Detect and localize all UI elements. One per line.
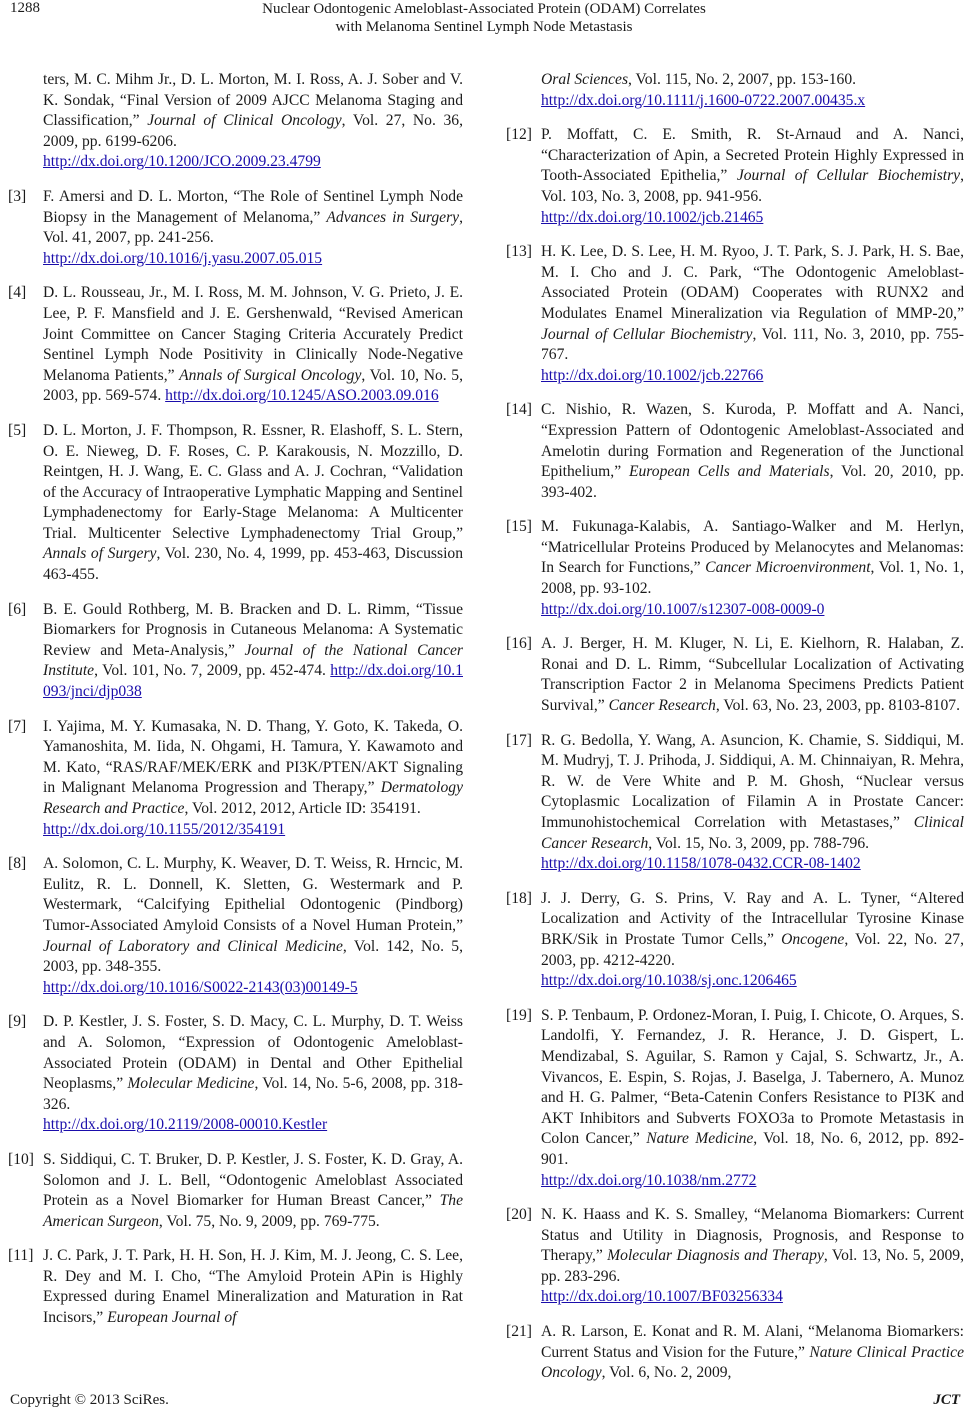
doi-link-line (541, 91, 964, 112)
reference-entry (8, 1246, 463, 1328)
reference-journal: The American Surgeon (43, 1192, 463, 1230)
reference-number: [18] (506, 889, 532, 907)
doi-link-line (43, 978, 463, 999)
reference-authors-title: I. Yajima, M. Y. Kumasaka, N. D. Thang, Y. Goto, K. Takeda, O. Yamanoshita, M. Iida, N. Ohgami, H. Tamura, Y. Kawamoto and M. Kato, “RAS/RAF/MEK/ERK and PI3K/PTEN/AKT Signaling in Malignant Melanoma Progression and Therapy,” (43, 717, 463, 797)
reference-authors-title: J. J. Derry, G. S. Prins, V. Ray and A. L. Tyner, “Altered Localization and Activity of the Intracellular Tyrosine Kinase BRK/Sik in Prostate Tumor Cells,” (541, 889, 964, 948)
reference-authors-title: C. Nishio, R. Wazen, S. Kuroda, P. Moffatt and A. Nanci, “Expression Pattern of Odontogenic Ameloblast-Associated and Amelotin during Formation and Regeneration of the Junctional Epithelium,” (541, 401, 964, 481)
reference-details: , Vol. 41, 2007, pp. 241-256. (43, 208, 463, 247)
doi-link[interactable]: http://dx.doi.org/10.1002/jcb.22766 (541, 366, 764, 384)
left-column (8, 70, 463, 1343)
reference-entry (506, 242, 964, 386)
reference-journal: European Journal of (107, 1309, 237, 1327)
reference-journal: Annals of Surgical Oncology (179, 366, 362, 384)
reference-entry (506, 731, 964, 875)
reference-details: , Vol. 63, No. 23, 2003, pp. 8103-8107. (715, 697, 960, 715)
doi-link[interactable]: http://dx.doi.org/10.1158/1078-0432.CCR-08-1402 (541, 855, 861, 873)
reference-authors-title: D. P. Kestler, J. S. Foster, S. D. Macy, C. L. Murphy, D. T. Weiss and A. Solomon, “Expression of Odontogenic Ameloblast-Associated Protein (ODAM) in Dental and Other Epithelial Neoplasms,” (43, 1013, 463, 1093)
reference-authors-title: A. J. Berger, H. M. Kluger, N. Li, E. Kielhorn, R. Halaban, Z. Ronai and D. L. Rimm, “Subcellular Localization of Activating Transcription Factor 2 in Melanoma Specimens Predicts Patient Survival,” (541, 635, 964, 715)
reference-journal: Oral Sciences (541, 71, 629, 88)
reference-details: , Vol. 13, No. 5, 2009, pp. 283-296. (541, 1247, 964, 1285)
reference-entry (8, 187, 463, 269)
reference-journal: European Cells and Materials (628, 463, 830, 481)
reference-journal: Dermatology Research and Practice (43, 779, 463, 817)
reference-entry (506, 70, 964, 111)
doi-link-line (541, 971, 964, 992)
reference-entry (8, 600, 463, 703)
doi-link-line (541, 1287, 964, 1308)
reference-authors-title: M. Fukunaga-Kalabis, A. Santiago-Walker and M. Herlyn, “Matricellular Proteins Produced by Melanocytes and Melanomas: In Search for Functions,” (541, 518, 964, 577)
reference-entry (506, 889, 964, 992)
reference-authors-title: F. Amersi and D. L. Morton, “The Role of Sentinel Lymph Node Biopsy in the Management of Melanoma,” (43, 187, 463, 226)
reference-authors-title: P. Moffatt, C. E. Smith, R. St-Arnaud and A. Nanci, “Characterization of Apin, a Secreted Protein Highly Expressed in Tooth-Associated Epithelia,” (541, 126, 964, 185)
doi-link[interactable]: http://dx.doi.org/10.1007/BF03256334 (541, 1288, 783, 1306)
reference-entry (8, 283, 463, 407)
reference-details: , Vol. 103, No. 3, 2008, pp. 941-956. (541, 167, 964, 205)
reference-number: [3] (8, 187, 27, 205)
doi-link-line (541, 600, 964, 621)
doi-link[interactable]: http://dx.doi.org/10.2119/2008-00010.Kestler (43, 1116, 328, 1134)
reference-entry (506, 517, 964, 620)
reference-number: [10] (8, 1150, 34, 1168)
reference-authors-title: N. K. Haass and K. S. Smalley, “Melanoma Biomarkers: Current Status and Utility in Diagnosis, Prognosis, and Response to Therapy,” (541, 1206, 964, 1265)
running-head (0, 0, 968, 36)
reference-authors-title: A. Solomon, C. L. Murphy, K. Weaver, D. T. Weiss, R. Hrncic, M. Eulitz, R. L. Donnell, K. Sletten, G. Westermark and P. Westermark, “Calcifying Epithelial Odontogenic (Pindborg) Tumor-Associated Amyloid Consists of a Novel Human Protein,” (43, 855, 463, 934)
reference-journal: Cancer Research (608, 697, 716, 715)
doi-link-line (541, 208, 964, 229)
copyright-footer: Copyright © 2013 SciRes. (10, 1392, 169, 1408)
journal-abbreviation: JCT (933, 1392, 960, 1408)
reference-details: , Vol. 101, No. 7, 2009, pp. 452-474. (94, 662, 331, 680)
reference-details: , Vol. 111, No. 3, 2010, pp. 755-767. (541, 325, 964, 364)
reference-journal: Molecular Diagnosis and Therapy (607, 1247, 824, 1265)
reference-authors-title: B. E. Gould Rothberg, M. B. Bracken and D. L. Rimm, “Tissue Biomarkers for Prognosis in Cutaneous Melanoma: A Systematic Review and Meta-Analysis,” (43, 600, 463, 659)
reference-authors-title: ters, M. C. Mihm Jr., D. L. Morton, M. I. Ross, A. J. Sober and V. K. Sondak, “Final Version of 2009 AJCC Melanoma Staging and Classification,” (43, 71, 463, 130)
reference-number: [15] (506, 518, 532, 536)
doi-link[interactable]: http://dx.doi.org/10.1200/JCO.2009.23.4799 (43, 153, 321, 171)
reference-authors-title: D. L. Rousseau, Jr., M. I. Ross, M. M. Johnson, V. G. Prieto, J. E. Lee, P. F. Mansfield and J. E. Gershenwald, “Revised American Joint Committee on Cancer Staging Criteria Accurately Predict Sentinel Lymph Node Positivity in Clinically Node-Negative Melanoma Patients,” (43, 284, 463, 384)
reference-number: [5] (8, 421, 27, 439)
reference-entry (8, 70, 463, 173)
reference-number: [11] (8, 1247, 34, 1265)
doi-link[interactable]: http://dx.doi.org/10.1038/nm.2772 (541, 1171, 757, 1189)
reference-number: [19] (506, 1006, 532, 1024)
doi-link[interactable]: http://dx.doi.org/10.1245/ASO.2003.09.016 (165, 387, 439, 405)
reference-details: , Vol. 75, No. 9, 2009, pp. 769-775. (158, 1212, 380, 1230)
doi-link[interactable]: http://dx.doi.org/10.1016/j.yasu.2007.05.015 (43, 249, 323, 267)
reference-authors-title: D. L. Morton, J. F. Thompson, R. Essner, R. Elashoff, S. L. Stern, O. E. Nieweg, D. F. Roses, C. P. Karakousis, N. Mozzillo, D. Reintgen, H. J. Wang, E. C. Glass and A. J. Cochran, “Validation of the Accuracy of Intraoperative Lymphatic Mapping and Sentinel Lymphadenectomy for Early-Stage Melanoma: A Multicenter Trial. Multicenter Selective Lymphadenectomy Trial Group,” (43, 421, 463, 542)
reference-entry (506, 634, 964, 716)
reference-details: , Vol. 115, No. 2, 2007, pp. 153-160. (628, 71, 857, 88)
doi-link[interactable]: http://dx.doi.org/10.1038/sj.onc.1206465 (541, 972, 797, 990)
running-head-line-2: with Melanoma Sentinel Lymph Node Metastasis (335, 19, 633, 35)
reference-authors-title: H. K. Lee, D. S. Lee, H. M. Ryoo, J. T. Park, S. J. Park, H. S. Bae, M. I. Cho and J. C. Park, “The Odontogenic Ameloblast-Associated Protein (ODAM) Cooperates with RUNX2 and Modulates Enamel Mineralization via Regulation of MMP-20,” (541, 243, 964, 322)
reference-details: , Vol. 15, No. 3, 2009, pp. 788-796. (648, 834, 870, 852)
reference-details: , Vol. 2012, 2012, Article ID: 354191. (184, 800, 421, 817)
doi-link-line (541, 1171, 964, 1192)
reference-entry (506, 400, 964, 503)
reference-journal: Nature Medicine (646, 1130, 754, 1148)
reference-journal: Journal of the National Cancer Institute (43, 641, 463, 680)
reference-details: , Vol. 6, No. 2, 2009, (601, 1364, 732, 1382)
reference-number: [9] (8, 1013, 27, 1031)
reference-details: , Vol. 230, No. 4, 1999, pp. 453-463, Discussion 463-455. (43, 545, 463, 584)
doi-link[interactable]: http://dx.doi.org/10.1016/S0022-2143(03)00149-5 (43, 978, 358, 996)
reference-journal: Clinical Cancer Research (541, 814, 964, 852)
reference-journal: Oncogene (781, 930, 845, 948)
doi-link-line (541, 854, 964, 875)
reference-authors-title: S. Siddiqui, C. T. Bruker, D. P. Kestler, J. S. Foster, K. D. Gray, A. Solomon and J. L. Bell, “Odontogenic Ameloblast Associated Protein as a Novel Biomarker for Human Breast Cancer,” (43, 1150, 463, 1210)
doi-link[interactable]: http://dx.doi.org/10.1002/jcb.21465 (541, 208, 764, 226)
reference-number: [12] (506, 126, 532, 144)
reference-entry (8, 854, 463, 998)
reference-number: [13] (506, 243, 532, 261)
reference-number: [14] (506, 401, 532, 419)
reference-number: [17] (506, 731, 532, 749)
reference-number: [21] (506, 1323, 532, 1341)
reference-details: , Vol. 27, No. 36, 2009, pp. 6199-6206. (43, 112, 463, 150)
reference-number: [8] (8, 855, 27, 873)
reference-entry (8, 1012, 463, 1136)
reference-entry (8, 1150, 463, 1232)
reference-details: , Vol. 20, 2010, pp. 393-402. (541, 463, 965, 501)
doi-link-line (43, 820, 463, 841)
reference-number: [7] (8, 717, 27, 735)
reference-journal: Journal of Laboratory and Clinical Medicine (43, 937, 343, 955)
reference-number: [4] (8, 284, 27, 302)
reference-journal: Molecular Medicine (127, 1075, 255, 1093)
doi-link-line (43, 249, 463, 270)
doi-link[interactable]: http://dx.doi.org/10.1007/s12307-008-0009-0 (541, 600, 825, 618)
reference-entry (506, 1006, 964, 1191)
reference-number: [6] (8, 600, 27, 618)
doi-link[interactable]: http://dx.doi.org/10.1155/2012/354191 (43, 820, 286, 838)
reference-authors-title: R. G. Bedolla, Y. Wang, A. Asuncion, K. Chamie, S. Siddiqui, M. M. Mudryj, T. J. Prihoda, J. Siddiqui, A. M. Chinnaiyan, R. Mehra, R. W. de Vere White and P. M. Ghosh, “Nuclear versus Cytoplasmic Localization of Filamin A in Prostate Cancer: Immunohistochemical Correlation with Metastases,” (541, 731, 964, 831)
reference-journal: Annals of Surgery (43, 545, 157, 563)
reference-authors-title: J. C. Park, J. T. Park, H. H. Son, H. J. Kim, M. J. Jeong, C. S. Lee, R. Dey and M. I. Cho, “The Amyloid Protein APin is Highly Expressed during Enamel Mineralization and Maturation in Rat Incisors,” (43, 1247, 463, 1327)
doi-link[interactable]: http://dx.doi.org/10.1111/j.1600-0722.2007.00435.x (541, 91, 866, 109)
reference-authors-title: S. P. Tenbaum, P. Ordonez-Moran, I. Puig, I. Chicote, O. Arques, S. Landolfi, Y. Fernandez, J. R. Herance, J. D. Gispert, L. Mendizabal, S. Aguilar, S. Ramon y Cajal, S. Schwartz, Jr., A. Vivancos, E. Espin, S. Rojas, J. Baselga, J. Tabernero, A. Munoz and H. G. Palmer, “Beta-Catenin Confers Resistance to PI3K and AKT Inhibitors and Subverts FOXO3a to Promote Metastasis in Colon Cancer,” (541, 1006, 964, 1148)
reference-journal: Nature Clinical Practice Oncology (541, 1343, 964, 1382)
reference-details: , Vol. 14, No. 5-6, 2008, pp. 318-326. (43, 1075, 464, 1113)
right-column (506, 70, 964, 1398)
reference-details: , Vol. 10, No. 5, 2003, pp. 569-574. (43, 366, 463, 405)
reference-entry (8, 717, 463, 841)
reference-entry (506, 1205, 964, 1308)
reference-entry (506, 1322, 964, 1384)
reference-journal: Cancer Microenvironment (705, 559, 871, 577)
page-number: 1288 (10, 0, 40, 16)
running-head-line-1: Nuclear Odontogenic Ameloblast-Associated Protein (ODAM) Correlates (262, 1, 706, 17)
doi-link-line (43, 152, 463, 173)
reference-details: , Vol. 142, No. 5, 2003, pp. 348-355. (43, 937, 463, 976)
reference-details: , Vol. 18, No. 6, 2012, pp. 892-901. (541, 1130, 964, 1168)
reference-journal: Journal of Cellular Biochemistry (541, 325, 753, 343)
reference-details: , Vol. 1, No. 1, 2008, pp. 93-102. (541, 559, 964, 598)
reference-entry (506, 125, 964, 228)
doi-link-line (43, 1115, 463, 1136)
reference-journal: Journal of Cellular Biochemistry (736, 167, 961, 185)
reference-number: [20] (506, 1206, 532, 1224)
doi-link[interactable]: http://dx.doi.org/10.1093/jnci/djp038 (43, 662, 463, 701)
reference-number: [16] (506, 635, 532, 653)
doi-link-line (541, 366, 964, 387)
reference-entry (8, 421, 463, 586)
reference-journal: Journal of Clinical Oncology (147, 112, 342, 130)
reference-journal: Advances in Surgery (326, 208, 460, 226)
reference-authors-title: A. R. Larson, E. Konat and R. M. Alani, “Melanoma Biomarkers: Current Status and Vision for the Future,” (541, 1323, 964, 1361)
reference-details: , Vol. 22, No. 27, 2003, pp. 4212-4220. (541, 930, 965, 969)
